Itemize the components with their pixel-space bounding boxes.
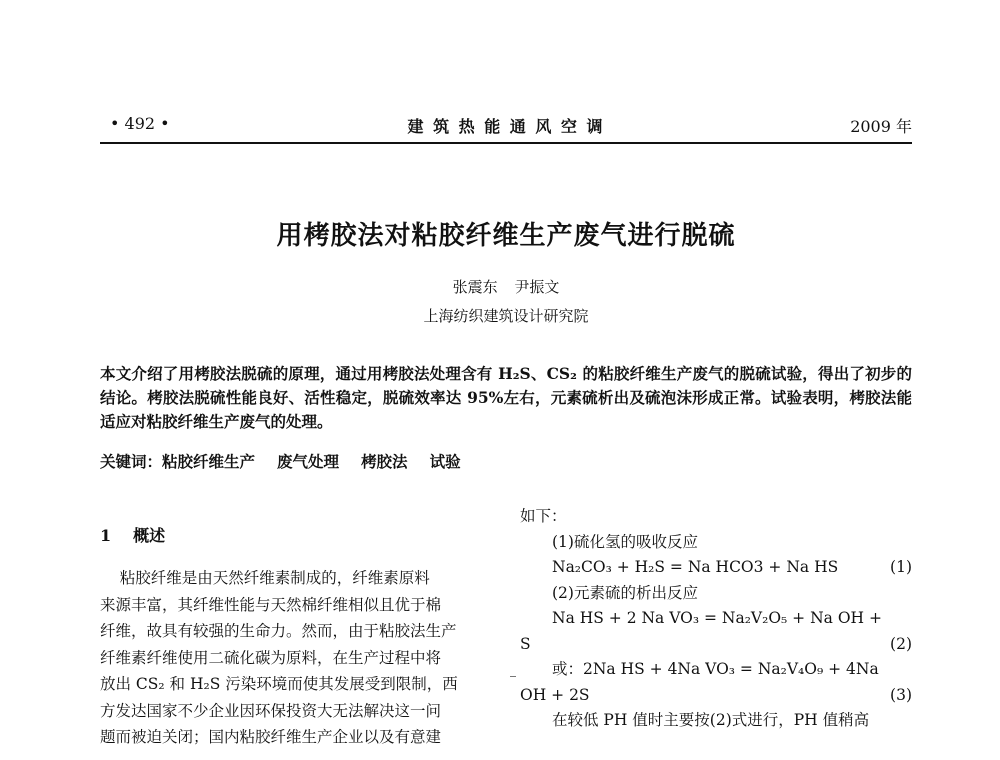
keyword: 粘胶纤维生产 <box>162 452 256 471</box>
section-heading <box>100 523 165 546</box>
equation-number: (3) <box>890 685 912 704</box>
equation-line <box>520 555 912 581</box>
body-line: 粘胶纤维是由天然纤维素制成的，纤维素原料 <box>100 569 430 587</box>
body-line: 来源丰富，其纤维性能与天然棉纤维相似且优于棉 <box>100 595 442 614</box>
page-number: • 492 • <box>110 114 170 133</box>
subheading-line <box>520 581 912 607</box>
author-affiliation: 上海纺织建筑设计研究院 <box>423 307 589 325</box>
keywords-line <box>100 450 483 472</box>
right-column-body <box>520 504 912 734</box>
equation-number: (2) <box>890 634 912 653</box>
subheading-line <box>520 530 912 556</box>
equation-3-part2: OH + 2S <box>520 685 590 704</box>
body-line: 纤维，故具有较强的生命力。然而，由于粘胶法生产 <box>100 622 457 640</box>
equation-line <box>520 632 912 658</box>
section-title: 概述 <box>133 526 166 545</box>
abstract: 本文介绍了用栲胶法脱硫的原理，通过用栲胶法处理含有 H₂S、CS₂ 的粘胶纤维生产废气的脱硫试验，得出了初步的结论。栲胶法脱硫性能良好、活性稳定，脱硫效率达 95%左右，元素硫析出及硫泡沫形成正常。试验表明，栲胶法能适应对粘胶纤维生产废气的处理。 <box>100 364 912 431</box>
equation-3-part1: 或：2Na HS + 4Na VO₃ = Na₂V₄O₉ + 4Na <box>552 660 879 678</box>
body-line: 方发达国家不少企业因环保投资大无法解决这一问 <box>100 701 442 720</box>
journal-name: 建 筑 热 能 通 风 空 调 <box>407 117 605 136</box>
intro-text: 如下： <box>520 507 567 525</box>
margin-mark <box>510 676 516 677</box>
body-line <box>520 504 912 530</box>
equation-2-part1: Na HS + 2 Na VO₃ = Na₂V₂O₅ + Na OH + <box>552 609 882 627</box>
equation-line <box>520 683 912 709</box>
body-line: 放出 CS₂ 和 H₂S 污染环境而使其发展受到限制，西 <box>100 675 458 693</box>
issue-year: 2009 年 <box>850 117 912 136</box>
reaction-subheading: (1)硫化氢的吸收反应 <box>552 532 698 551</box>
keyword: 试验 <box>429 452 461 471</box>
equation-2-part2: S <box>520 634 531 653</box>
left-column-body <box>100 565 488 751</box>
keywords-label: 关键词： <box>100 452 163 471</box>
keyword: 废气处理 <box>277 452 340 471</box>
body-line: 题而被迫关闭；国内粘胶纤维生产企业以及有意建 <box>100 728 442 746</box>
equation-1: Na₂CO₃ + H₂S = Na HCO3 + Na HS <box>552 558 839 576</box>
body-text: 在较低 PH 值时主要按(2)式进行，PH 值稍高 <box>552 711 870 729</box>
equation-line <box>520 657 912 683</box>
equation-number: (1) <box>890 558 912 576</box>
section-number: 1 <box>100 526 112 545</box>
keyword: 栲胶法 <box>361 452 408 471</box>
reaction-subheading: (2)元素硫的析出反应 <box>552 583 698 602</box>
running-header <box>100 112 912 144</box>
body-line <box>520 708 912 734</box>
equation-line <box>520 606 912 632</box>
article-authors: 张震东 尹振文 <box>452 278 560 296</box>
body-line: 纤维素纤维使用二硫化碳为原料，在生产过程中将 <box>100 648 442 667</box>
article-title: 用栲胶法对粘胶纤维生产废气进行脱硫 <box>276 221 736 251</box>
